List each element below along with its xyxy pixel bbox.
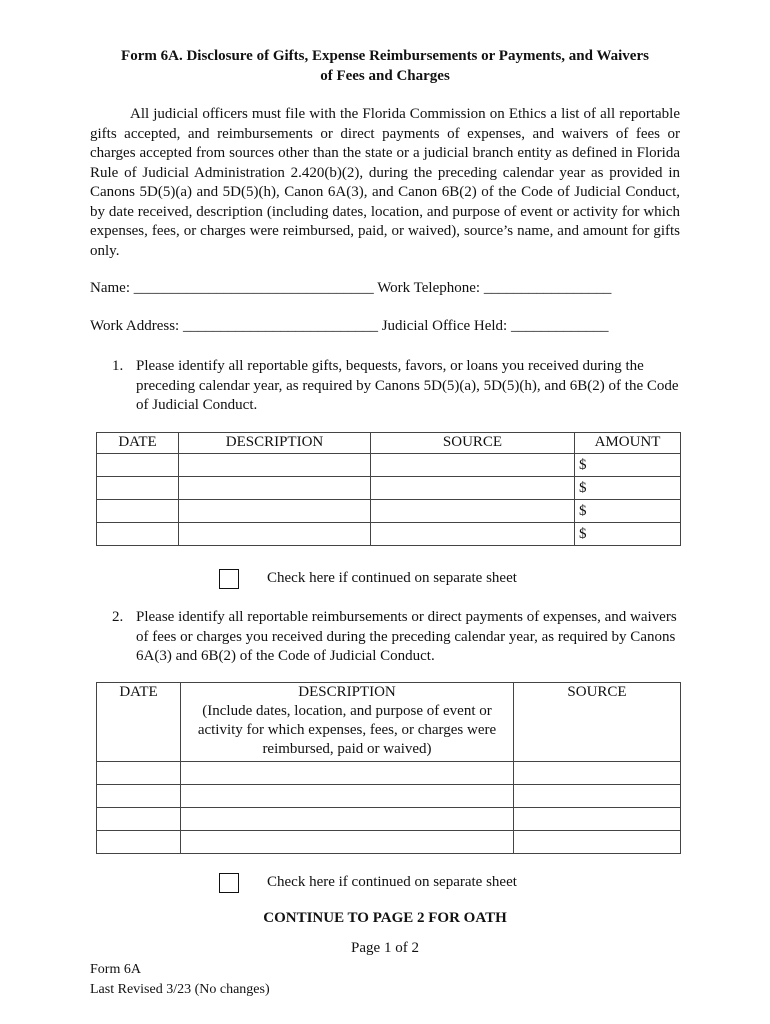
gift-date-cell[interactable]: [97, 454, 179, 477]
gifts-col-amount: AMOUNT: [575, 433, 681, 454]
reimb-col-date: DATE: [97, 683, 181, 762]
intro-paragraph: All judicial officers must file with the Florida Commission on Ethics a list of all reportable gifts accepted, and reimbursements or direct payments of expenses, and waivers of fees or charges accepted from sources other than the state or a judicial branch entity as defined in Florida Rule of Judicial Administration 2.420(b)(2), during the preceding calendar year as provided in Canons 5D(5)(a) and 5D(5)(h), Canon 6A(3), and Canon 6B(2) of the Code of Judicial Conduct, by date received, description (including dates, location, and purpose of event or activity for which expenses, fees, or charges were reimbursed, paid, or waived), source’s name, and amount for gifts only.: [90, 106, 680, 259]
reimb-col-source: SOURCE: [514, 683, 681, 762]
form-footer: [90, 960, 270, 1000]
question-1: [112, 357, 682, 416]
reimb-date-cell[interactable]: [97, 808, 181, 831]
gift-source-cell[interactable]: [371, 454, 575, 477]
table-row: [97, 831, 681, 854]
continued-check-1-label: Check here if continued on separate sheet: [267, 570, 517, 586]
gift-amount-cell[interactable]: [575, 454, 681, 477]
gift-date-cell[interactable]: [97, 477, 179, 500]
gift-description-cell[interactable]: [179, 523, 371, 546]
address-office-row: [90, 316, 608, 336]
dollar-sign: $: [579, 526, 587, 542]
work-address-field[interactable]: __________________________: [182, 318, 378, 334]
reimb-date-cell[interactable]: [97, 785, 181, 808]
dollar-sign: $: [579, 503, 587, 519]
reimb-description-cell[interactable]: [181, 762, 514, 785]
form-title-line1: Form 6A. Disclosure of Gifts, Expense Reimbursements or Payments, and Waivers: [121, 48, 649, 64]
reimb-col-description: [181, 683, 514, 762]
question-2-number: 2.: [112, 609, 124, 625]
dollar-sign: $: [579, 457, 587, 473]
table-row: [97, 785, 681, 808]
table-row: [97, 454, 681, 477]
reimbursements-table-header: [97, 683, 681, 762]
gift-source-cell[interactable]: [371, 477, 575, 500]
question-1-text: Please identify all reportable gifts, bequests, favors, or loans you received during the preceding calendar year, as required by Canons 5D(5)(a), 5D(5)(h), and 6B(2) of the Code of Judicial Conduct.: [136, 358, 679, 413]
form-title: [90, 46, 680, 86]
gift-description-cell[interactable]: [179, 500, 371, 523]
question-1-number: 1.: [112, 358, 124, 374]
gift-date-cell[interactable]: [97, 500, 179, 523]
name-label: Name:: [90, 280, 130, 296]
reimb-description-cell[interactable]: [181, 808, 514, 831]
gift-amount-cell[interactable]: [575, 477, 681, 500]
table-row: [97, 477, 681, 500]
continued-check-2: [219, 871, 517, 893]
gifts-table-header: [97, 433, 681, 454]
continued-checkbox-2[interactable]: [219, 873, 239, 893]
name-field[interactable]: ________________________________: [133, 280, 374, 296]
name-phone-row: [90, 278, 611, 298]
gifts-col-source: SOURCE: [371, 433, 575, 454]
reimbursements-table: [96, 682, 681, 854]
table-row: [97, 523, 681, 546]
gift-amount-cell[interactable]: [575, 523, 681, 546]
gifts-table: [96, 432, 681, 546]
work-telephone-label: Work Telephone:: [377, 280, 481, 296]
reimb-source-cell[interactable]: [514, 762, 681, 785]
footer-revision: Last Revised 3/23 (No changes): [90, 982, 270, 997]
judicial-office-label: Judicial Office Held:: [381, 318, 508, 334]
reimb-description-title: DESCRIPTION: [298, 684, 396, 700]
continued-check-1: [219, 567, 517, 589]
gift-date-cell[interactable]: [97, 523, 179, 546]
continued-checkbox-1[interactable]: [219, 569, 239, 589]
footer-form-name: Form 6A: [90, 962, 141, 977]
table-row: [97, 808, 681, 831]
gifts-col-date: DATE: [97, 433, 179, 454]
continued-check-2-label: Check here if continued on separate sheet: [267, 874, 517, 890]
work-telephone-field[interactable]: _________________: [483, 280, 612, 296]
judicial-office-field[interactable]: _____________: [510, 318, 609, 334]
reimb-source-cell[interactable]: [514, 831, 681, 854]
reimb-source-cell[interactable]: [514, 785, 681, 808]
reimb-description-note: (Include dates, location, and purpose of event or activity for which expenses, fees, or charges were reimbursed, paid or waived): [197, 703, 497, 757]
reimb-source-cell[interactable]: [514, 808, 681, 831]
table-row: [97, 500, 681, 523]
reimb-description-cell[interactable]: [181, 785, 514, 808]
page-number: Page 1 of 2: [351, 940, 419, 956]
gift-source-cell[interactable]: [371, 523, 575, 546]
work-address-label: Work Address:: [90, 318, 180, 334]
reimb-description-cell[interactable]: [181, 831, 514, 854]
question-2: [112, 608, 682, 667]
dollar-sign: $: [579, 480, 587, 496]
gift-description-cell[interactable]: [179, 477, 371, 500]
gift-source-cell[interactable]: [371, 500, 575, 523]
table-row: [97, 762, 681, 785]
form-title-line2: of Fees and Charges: [320, 68, 450, 84]
gifts-col-description: DESCRIPTION: [179, 433, 371, 454]
gift-description-cell[interactable]: [179, 454, 371, 477]
question-2-text: Please identify all reportable reimbursements or direct payments of expenses, and waivers of fees or charges you received during the preceding calendar year, as required by Canons 6A(3) and 6B(2) of the Code of Judicial Conduct.: [136, 609, 677, 664]
continue-note: CONTINUE TO PAGE 2 FOR OATH: [263, 910, 507, 926]
reimb-date-cell[interactable]: [97, 831, 181, 854]
reimb-date-cell[interactable]: [97, 762, 181, 785]
gift-amount-cell[interactable]: [575, 500, 681, 523]
